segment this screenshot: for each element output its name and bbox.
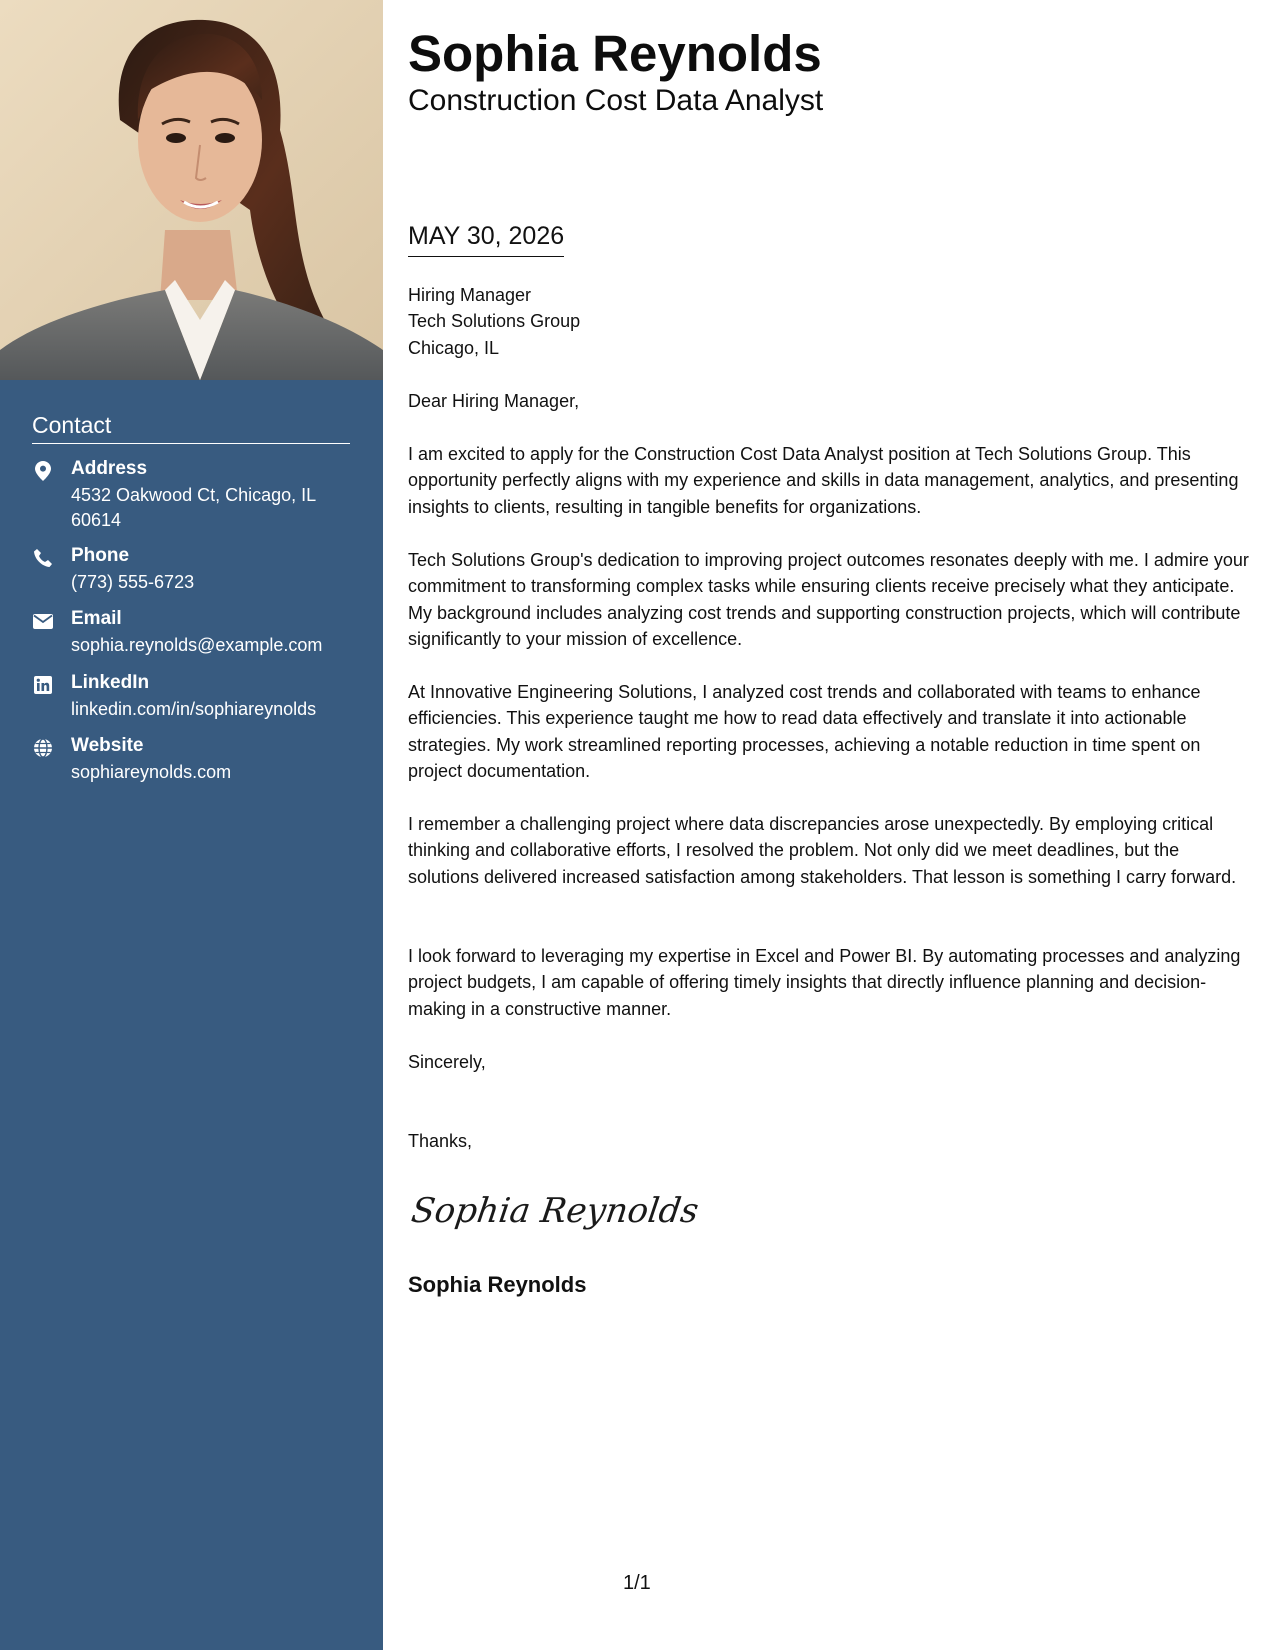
signature-name: Sophia Reynolds <box>408 1272 587 1297</box>
recipient-line: Hiring Manager <box>408 285 532 305</box>
handwritten-signature <box>408 1180 702 1245</box>
job-title: Construction Cost Data Analyst <box>408 84 824 117</box>
contact-label: Website <box>71 735 144 756</box>
contact-address <box>32 458 352 528</box>
recipient-line: Chicago, IL <box>408 337 500 358</box>
contact-heading: Contact <box>32 412 350 444</box>
phone-icon <box>32 547 54 569</box>
recipient-block <box>408 282 1253 361</box>
contact-value[interactable]: sophiareynolds.com <box>71 762 232 782</box>
body-paragraph: I am excited to apply for the Construction Cost Data Analyst position at Tech Solutions Group. This opportunity perfectly aligns with my experience and skills in data management, analytics, and presenting insights to clients, resulting in tangible benefits for organizations. <box>408 444 1239 517</box>
body-paragraph: Tech Solutions Group's dedication to improving project outcomes resonates deeply with me. I admire your commitment to transforming complex tasks while ensuring clients receive precisely what they anticipate. My background includes analyzing cost trends and supporting construction projects, which will contribute significantly to your mission of excellence. <box>408 550 1249 649</box>
recipient-line: Tech Solutions Group <box>408 311 581 332</box>
contact-label: LinkedIn <box>71 672 150 693</box>
page-number: 1/1 <box>623 1572 651 1594</box>
contact-value[interactable]: 4532 Oakwood Ct, Chicago, IL 60614 <box>71 485 316 530</box>
sidebar <box>0 0 383 1650</box>
contact-value[interactable]: linkedin.com/in/sophiareynolds <box>71 699 317 719</box>
contact-label: Email <box>71 608 122 629</box>
signature-script: Sophia Reynolds <box>408 1191 702 1231</box>
thanks-line: Thanks, <box>408 1131 473 1151</box>
contact-linkedin <box>32 672 352 722</box>
contact-phone <box>32 545 352 595</box>
envelope-icon <box>32 610 54 632</box>
location-pin-icon <box>32 460 54 482</box>
globe-icon <box>32 737 54 759</box>
body-paragraph: At Innovative Engineering Solutions, I analyzed cost trends and collaborated with teams to enhance efficiencies. This experience taught me how to read data effectively and translate it into actionable strategies. My work streamlined reporting processes, achieving a notable reduction in time spent on project documentation. <box>408 682 1201 781</box>
body-paragraph: I remember a challenging project where data discrepancies arose unexpectedly. By employing critical thinking and collaborative efforts, I resolved the problem. Not only did we meet deadlines, but the solutions delivered increased satisfaction among stakeholders. That lesson is something I carry forward. <box>408 814 1237 887</box>
salutation: Dear Hiring Manager, <box>408 391 580 411</box>
contact-email <box>32 608 352 658</box>
contact-value[interactable]: (773) 555-6723 <box>71 572 195 592</box>
body-paragraph: I look forward to leveraging my expertise in Excel and Power BI. By automating processes and analyzing project budgets, I am capable of offering timely insights that directly influence planning and decision-making in a constructive manner. <box>408 946 1241 1019</box>
profile-photo <box>0 0 383 380</box>
contact-value[interactable]: sophia.reynolds@example.com <box>71 635 323 655</box>
contact-label: Phone <box>71 545 130 566</box>
letter-date: MAY 30, 2026 <box>408 222 564 257</box>
closing: Sincerely, <box>408 1052 486 1072</box>
letter-main <box>408 0 1253 1650</box>
contact-website <box>32 735 352 785</box>
applicant-name: Sophia Reynolds <box>408 25 822 82</box>
contact-label: Address <box>71 458 148 479</box>
linkedin-icon <box>32 674 54 696</box>
